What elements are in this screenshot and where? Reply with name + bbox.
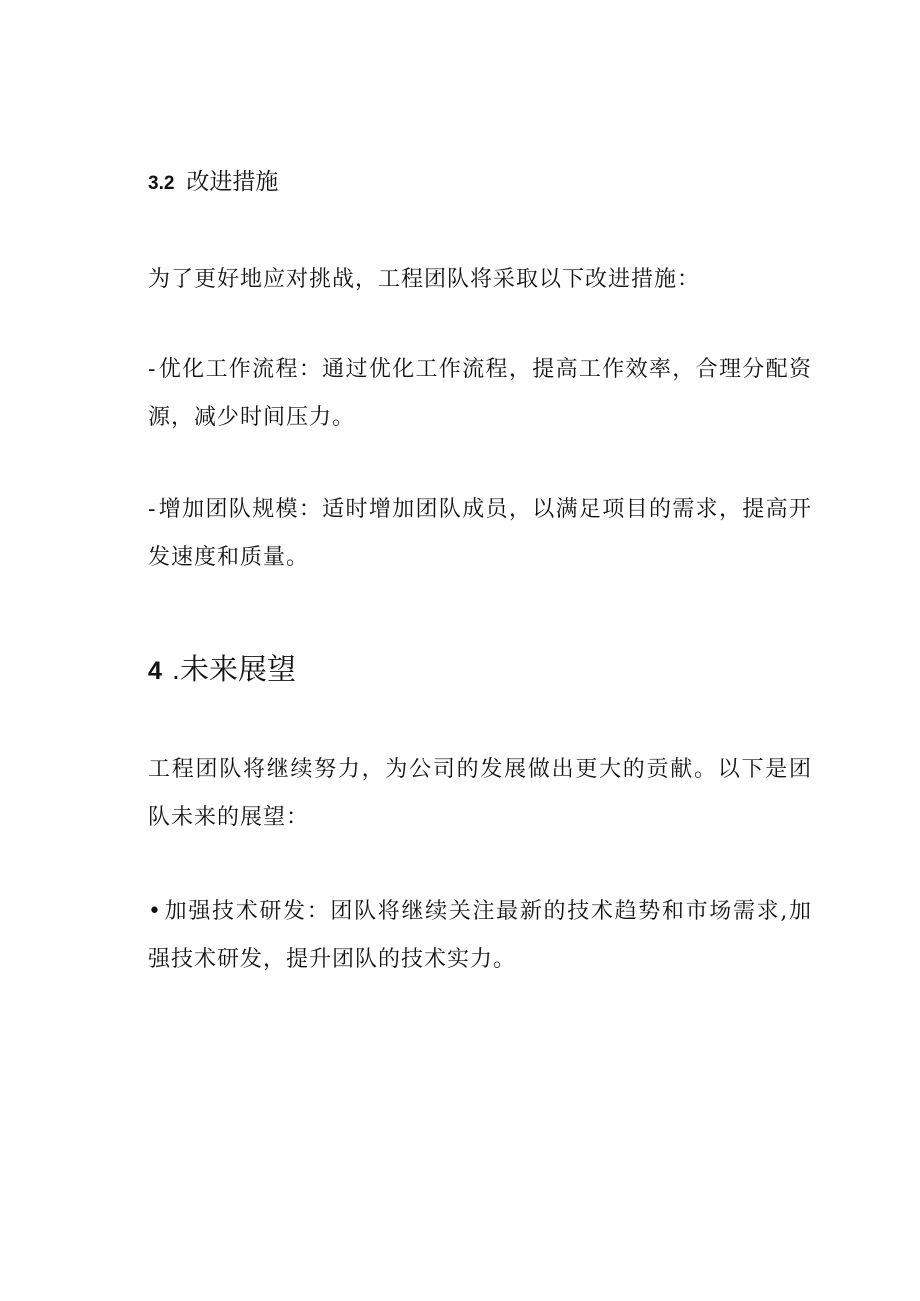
section-title: .未来展望 — [171, 654, 296, 686]
dash-marker: - — [148, 357, 157, 382]
list-item — [148, 346, 812, 442]
list-item — [148, 888, 812, 984]
section-4-intro: 工程团队将继续努力，为公司的发展做出更大的贡献。以下是团队未来的展望： — [148, 757, 812, 830]
list-item-text: 增加团队规模：适时增加团队成员，以满足项目的需求，提高开发速度和质量。 — [148, 497, 812, 570]
section-3-2-intro: 为了更好地应对挑战，工程团队将采取以下改进措施： — [148, 267, 701, 292]
list-item-text: 加强技术研发：团队将继续关注最新的技术趋势和市场需求,加强技术研发，提升团队的技术实力。 — [148, 899, 812, 972]
section-title: 改进措施 — [186, 168, 279, 194]
section-3-2-heading — [148, 165, 812, 200]
section-4-heading — [148, 650, 812, 691]
section-number: 3.2 — [148, 173, 175, 194]
list-item — [148, 486, 812, 582]
section-number: 4 — [148, 657, 162, 685]
bullet-marker: • — [148, 899, 162, 924]
list-item-text: 优化工作流程：通过优化工作流程，提高工作效率，合理分配资源，减少时间压力。 — [148, 357, 812, 430]
dash-marker: - — [148, 497, 157, 522]
